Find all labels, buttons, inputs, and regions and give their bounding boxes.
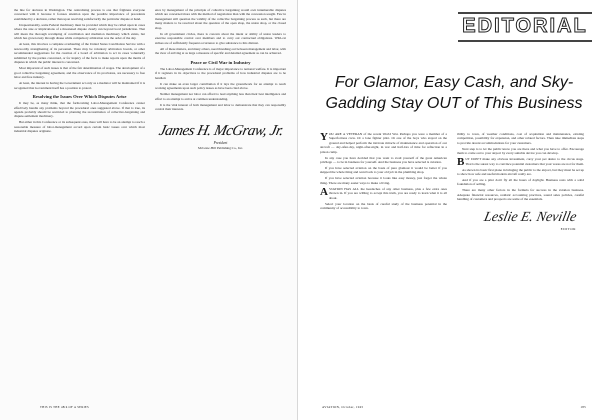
section-heading: Peace or Civil War in Industry	[190, 59, 251, 65]
banner-title: EDITORIAL	[462, 15, 588, 37]
publication-line: AVIATION, October, 1945	[322, 405, 364, 409]
paragraph: It is the vital interest of both management and labor to demonstrate that they can responsibly control their interests.	[155, 102, 286, 112]
drop-cap: B	[457, 156, 465, 169]
paragraph: In all government circles, there is concern about the intent or ability of union leaders to exercise responsible control over members and to carry out contractual obligations. Wild-cat strikes are of sufficiently frequent occurrence to give substance to this distrust.	[155, 31, 286, 45]
page-number: 185	[580, 405, 586, 409]
paragraph: But either in this Conference or its subsequent ones, there will have to be an attempt to reach a reasonable measure of labor-management accord upon certain basic issues over which most industrial disputes originate.	[14, 120, 145, 134]
editor-role: EDITOR	[560, 226, 576, 231]
paragraph: BUT DON'T make any obvious investment, carry your pet desire to the circus stage. That is the surest way to convince potential customers that your wares are not for them.	[457, 156, 584, 169]
paragraph: If you have selected aviation because it looks like easy money, just forget the whole thing. There are many easier ways to make a living.	[320, 176, 447, 185]
editor-signature-block	[457, 208, 584, 231]
paragraph: Next step is to let the public know you are there and what you have to offer. Encourage them to come out to your airport by every suitable device you can develop.	[457, 146, 584, 156]
signature-title: President	[213, 140, 228, 145]
drop-cap: A	[320, 185, 328, 198]
paragraph: And if you are a pilot don't fly all the hours of daylight. Business rests with a solid foundation of selling.	[457, 178, 584, 187]
paragraph: As shown its basic first plane in bringing the public to the airport, but they must be set up to show how safe and useful modern aircraft really are.	[457, 167, 584, 177]
right-columns	[320, 132, 584, 231]
signature: James H. McGraw, Jr.	[156, 122, 285, 139]
editor-signature: Leslie E. Neville	[482, 209, 578, 225]
paragraph: There are many other factors in the formula for success in the aviation business. Adequate financial resources, realistic accounting practices, sound sales policies, careful handling of customers and prospects are some of the essentials.	[457, 188, 584, 202]
section-heading: Resolving the Issues Over Which Disputes Arise	[32, 94, 127, 100]
right-column-2	[457, 132, 584, 231]
page-footer	[322, 405, 586, 409]
paragraph: In any case you have decided that you want to avail yourself of the great American privilege — to be in business for yourself. And the business you have selected is aviation.	[320, 155, 447, 165]
drop-cap: Y	[320, 131, 328, 143]
paragraph: The Labor-Management Conference is of major importance to national welfare. It is important if it registers in its objectives to the procedural problems of how industrial disputes are to be handled.	[155, 66, 286, 80]
paragraph: ence by management of the principle of collective bargaining would own innumerable disputes which are concerned more with the method of negotiation than with the concession sought. Few in management still question the validity of the collective bargaining process as such, but there are many matters to be resolved about the question of the open shop, the union shop, or the closed shop.	[155, 8, 286, 30]
left-column-2	[155, 8, 286, 150]
paragraph: At least, this involves a complete overhauling of the United States Conciliation Service with a noteworthy strengthening of its personnel. There may be voluntary arbitration boards, or other recommended suggestions for the creation of a board of arbitration to act in cases voluntarily submitted by the parties concerned, or for inquiry of the facts to make reports upon the merits of disputes in which the public interest is concerned.	[14, 42, 145, 65]
headline: For Glamor, Easy Cash, and Sky-Gadding Stay OUT of This Business	[325, 74, 583, 112]
signature-org: McGraw-Hill Publishing Co., Inc.	[197, 145, 244, 150]
paragraph: It may be, as many think, that the forthcoming Labor-Management Conference cannot effectively handle any problems beyond the procedural ones suggested above. If that is true, its agenda probably should be restricted to planning the reconstitution of collective-bargaining and dispute-settlement machinery.	[14, 101, 145, 119]
paragraph: the line for decision in Washington. The centralizing process is one that frightens everyone concerned with it because it focuses attention upon the possible importance of precedents established by a decision, rather than upon resolving satisfactorily the particular dispute at hand.	[14, 8, 145, 21]
paragraph: Unquestionably, some Federal machinery must be provided which may be called upon in cases where the size or implications of a threatened dispute clearly run beyond local jurisdiction. That will mean the thorough revamping of conciliation and mediation machinery which exists, but which has grown rusty through disuse while compulsory arbitration was the order of the day.	[14, 22, 145, 41]
paragraph: If you have selected aviation on the basis of pure glamour it would be better if you skipped the whole thing and went back to your old job in the plumbing shop.	[320, 166, 447, 175]
paragraph: It can make an even larger contribution if it lays the groundwork for an attempt to reach working agreements upon such policy issues as have been cited above.	[155, 81, 286, 91]
left-columns	[14, 8, 286, 150]
paragraph: Neither management nor labor can afford to lead anything less than their best intelligence and effort to an attempt to arrive at common understanding.	[155, 92, 286, 101]
paragraph: All of these matters, and many others, need threshing out between management and labor, with the view of arriving at as large a measure of specific and detailed agreement as can be achieved.	[155, 46, 286, 56]
left-page	[0, 0, 298, 420]
paragraph: YOU ARE A VETERAN of the recent World War. Perhaps you were a member of a Superfortress crew. Or a lone fighter pilot. Or one of the boys who stayed on the ground and helped perform the intricate miracle of maintenance and operation of our aircraft — day-after-day, night-after-night, in war and half-lots of time for reflection in a prison camp.	[320, 131, 447, 154]
paragraph: At least, the interest in having the Government act only as a mediator will be maintained if it is recognized that Government itself has a position to protect.	[14, 81, 145, 90]
right-column-1	[320, 132, 447, 231]
left-column-1	[14, 8, 145, 150]
paragraph: ibility to town, of weather conditions, cost of acquisition and maintenance, existing competition, possibility for expansion, and other related factors. Then take immediate steps to provide decent accommodations for your customers.	[457, 132, 584, 145]
editorial-banner	[458, 12, 592, 42]
series-footer: THIS IS THE 48th OF A SERIES	[40, 405, 90, 409]
right-page	[298, 0, 600, 420]
paragraph: Select your location on the basis of careful study of the business potential in the community of accessibility to town.	[320, 201, 447, 211]
paragraph: Most important of such issues is that of the fair determination of wages. The development of a good collective bargaining agreement, and the observance of its provisions, are necessary to free labor and free industry.	[14, 66, 145, 80]
paragraph: AVIATION HAS ALL the headaches of any other business, plus a few extra ones thrown in. If you are willing to accept this truth, you are ready to learn what it is all about.	[320, 185, 447, 200]
signature-block	[155, 122, 286, 150]
